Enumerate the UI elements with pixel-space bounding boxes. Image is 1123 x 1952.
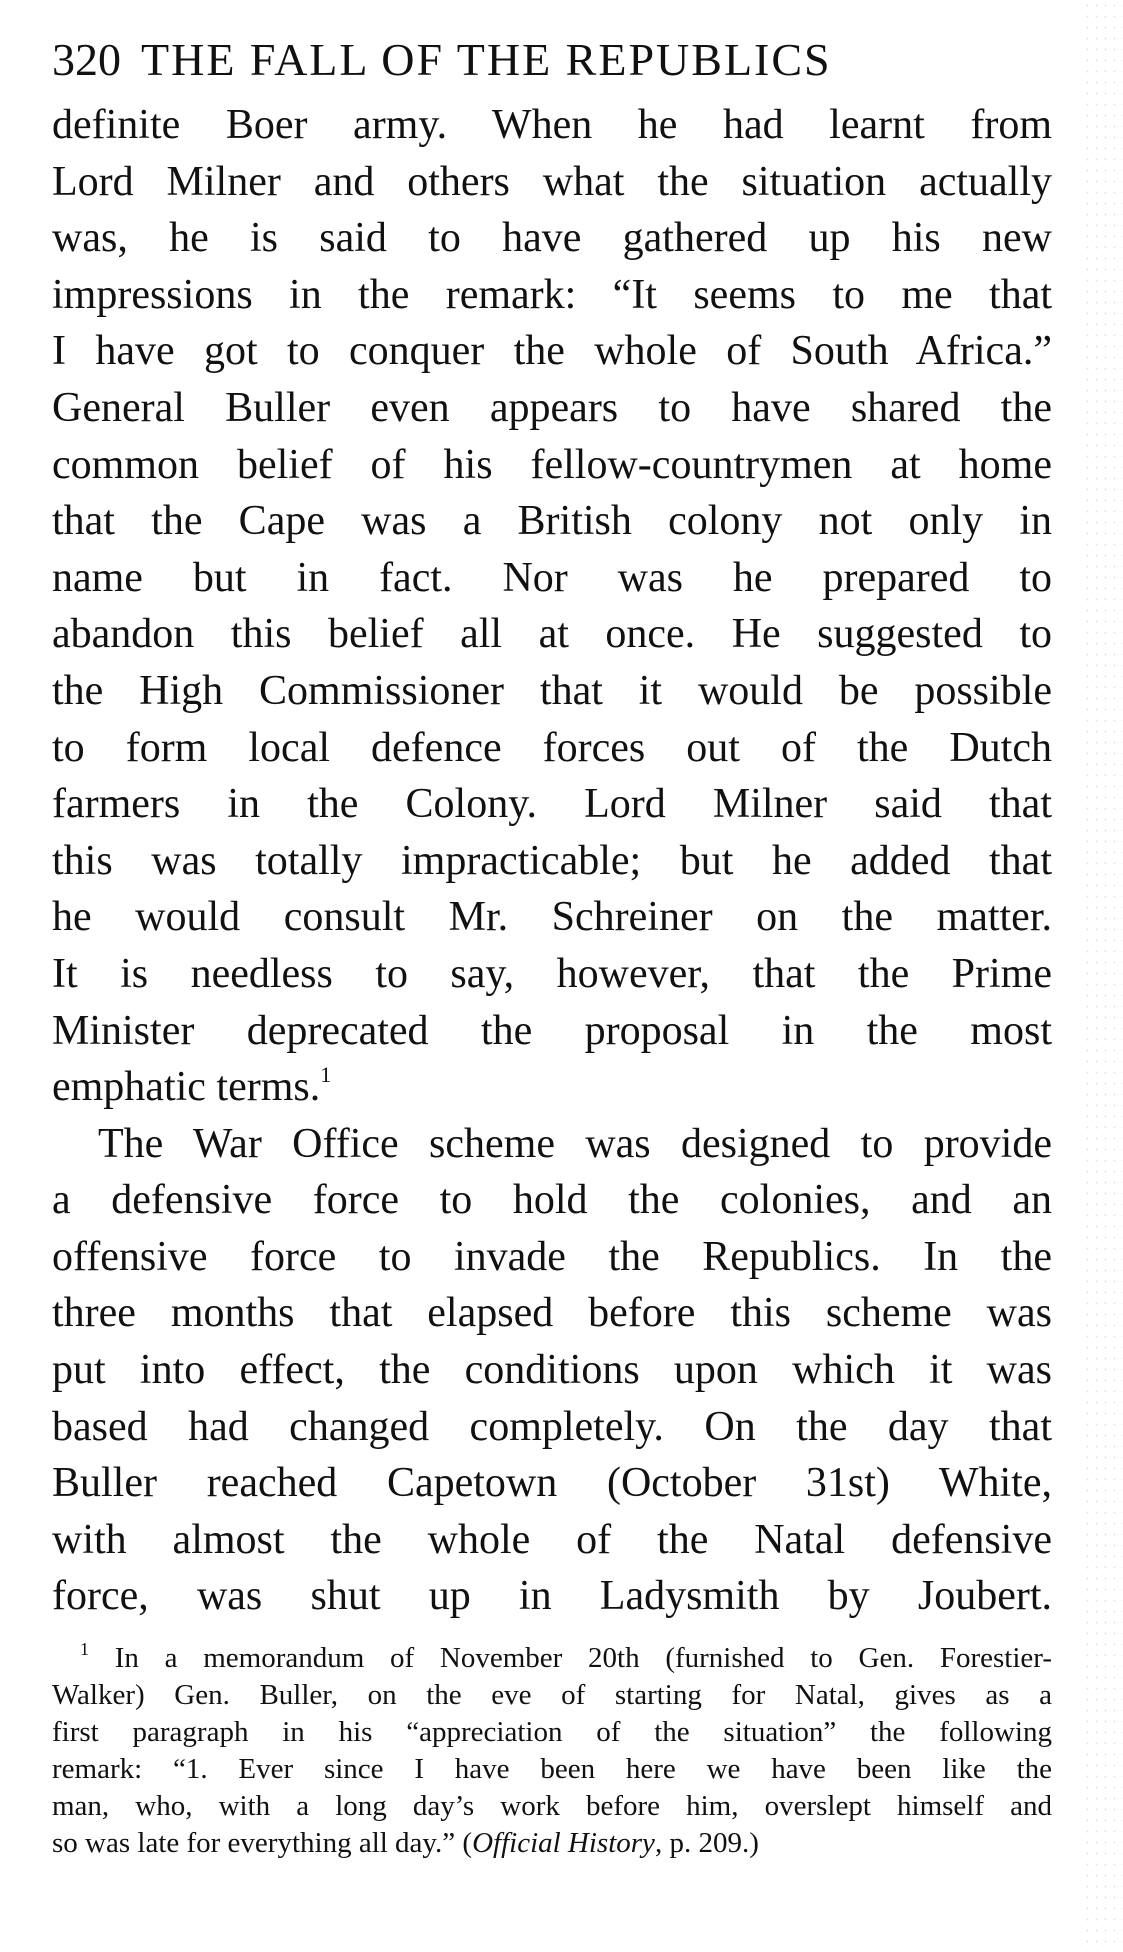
scan-margin-noise — [1083, 0, 1123, 1952]
text-line: General Buller even appears to have shared the — [52, 384, 1052, 431]
text-line: Lord Milner and others what the situation actually — [52, 158, 1052, 205]
text-line: with almost the whole of the Natal defensive — [52, 1516, 1052, 1563]
footnote-line: man, who, with a long day’s work before him, overslept himself and — [52, 1790, 1052, 1822]
text-line: abandon this belief all at once. He suggested to — [52, 611, 1052, 658]
footnote-mark: 1 — [80, 1639, 89, 1659]
text-line: name but in fact. Nor was he prepared to — [52, 554, 1052, 601]
text-line: Minister deprecated the proposal in the most — [52, 1007, 1052, 1054]
footnote-line: Walker) Gen. Buller, on the eve of starting for Natal, gives as a — [52, 1679, 1052, 1711]
body-text — [52, 97, 1052, 1625]
text-line: farmers in the Colony. Lord Milner said that — [52, 781, 1052, 828]
text-line — [52, 1059, 1052, 1116]
running-title: THE FALL OF THE REPUBLICS — [141, 34, 832, 85]
text-line: force, was shut up in Ladysmith by Joubert. — [52, 1573, 1052, 1620]
footnote-line-content: In a memorandum of November 20th (furnished to Gen. Forestier- — [114, 1642, 1053, 1674]
text-line: three months that elapsed before this scheme was — [52, 1290, 1052, 1337]
text-line: he would consult Mr. Schreiner on the matter. — [52, 894, 1052, 941]
text-line: the High Commissioner that it would be possible — [52, 667, 1052, 714]
text-line: impressions in the remark: “It seems to me that — [52, 271, 1052, 318]
page-header — [52, 30, 1052, 90]
footnote-line — [52, 1825, 1052, 1862]
text-line: that the Cape was a British colony not only in — [52, 498, 1052, 545]
text-line: put into effect, the conditions upon which it was — [52, 1347, 1052, 1394]
footnote-line — [52, 1640, 1052, 1677]
text-line: offensive force to invade the Republics. In the — [52, 1233, 1052, 1280]
footnote-line: remark: “1. Ever since I have been here we have been like the — [52, 1753, 1052, 1785]
text-line: common belief of his fellow-countrymen at home — [52, 441, 1052, 488]
text-line: Buller reached Capetown (October 31st) White, — [52, 1460, 1052, 1507]
text-line: a defensive force to hold the colonies, and an — [52, 1177, 1052, 1224]
footnote-line: first paragraph in his “appreciation of the situation” the following — [52, 1716, 1052, 1748]
paragraph-first-line: The War Office scheme was designed to provide — [98, 1120, 1052, 1167]
page-number: 320 — [52, 34, 121, 85]
text-line: this was totally impracticable; but he added that — [52, 837, 1052, 884]
text-line: I have got to conquer the whole of South Africa.” — [52, 328, 1052, 375]
text-line: to form local defence forces out of the Dutch — [52, 724, 1052, 771]
footnote-citation-prefix: so was late for everything all day.” ( — [52, 1827, 473, 1859]
footnote — [52, 1640, 1052, 1862]
text-line-content: emphatic terms. — [52, 1064, 321, 1111]
footnote-citation-suffix: , p. 209.) — [654, 1827, 759, 1859]
text-line: based had changed completely. On the day that — [52, 1403, 1052, 1450]
text-line: was, he is said to have gathered up his new — [52, 215, 1052, 262]
footnote-citation-title: Official History — [472, 1827, 655, 1859]
text-line: It is needless to say, however, that the Prime — [52, 950, 1052, 997]
text-line: definite Boer army. When he had learnt from — [52, 102, 1052, 148]
footnote-reference[interactable]: 1 — [320, 1062, 332, 1088]
